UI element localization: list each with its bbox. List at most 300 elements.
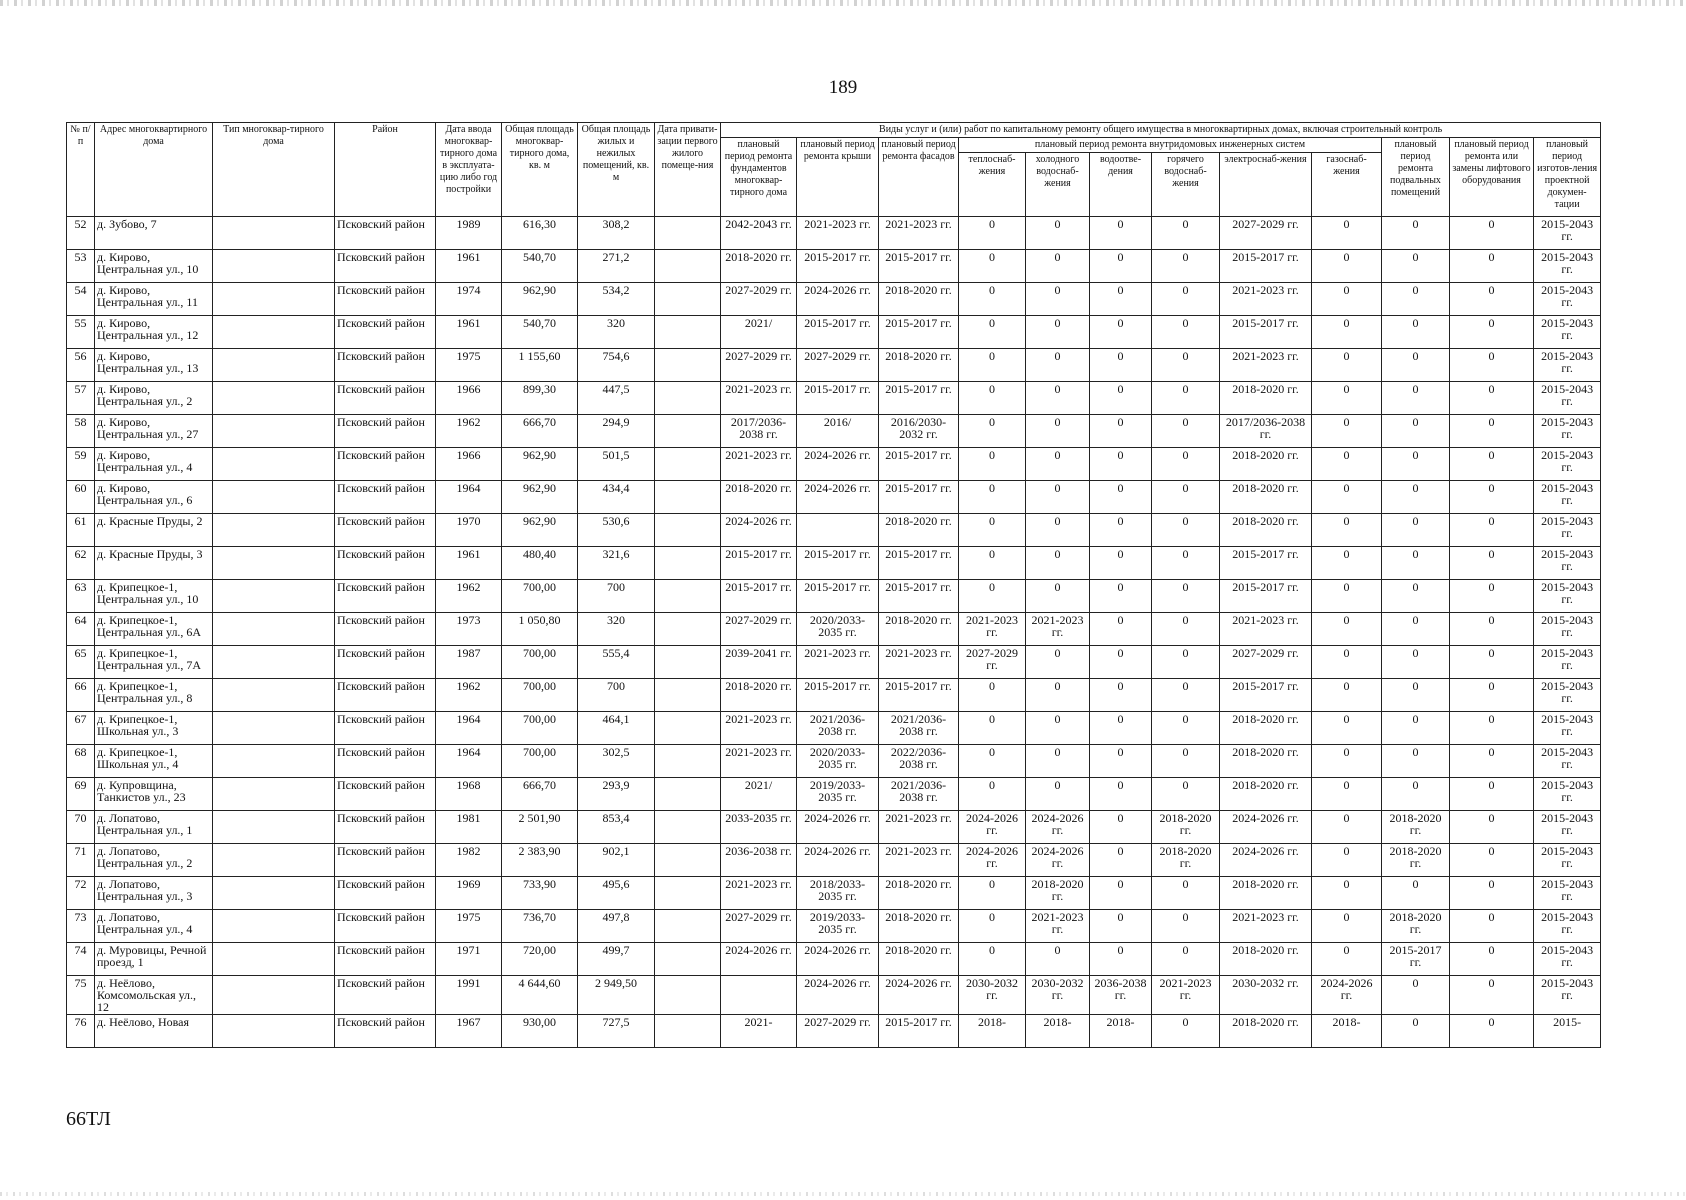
cell-gas: 2018-: [1312, 1015, 1382, 1048]
cell-basement: 2018-2020 гг.: [1382, 910, 1450, 943]
cell-living-area: 853,4: [578, 811, 655, 844]
cell-facade: 2016/2030-2032 гг.: [879, 415, 959, 448]
cell-heat: 0: [959, 877, 1026, 910]
cell-address: д. Крипецкое-1, Центральная ул., 10: [95, 580, 213, 613]
cell-foundation: 2021-2023 гг.: [721, 448, 797, 481]
table-row: [67, 580, 1601, 613]
cell-living-area: 555,4: [578, 646, 655, 679]
cell-sewer: 2018-: [1090, 1015, 1152, 1048]
cell-roof: 2020/2033-2035 гг.: [797, 745, 879, 778]
cell-electric: 2018-2020 гг.: [1220, 745, 1312, 778]
cell-project: 2015-2043 гг.: [1534, 877, 1601, 910]
cell-cold-water: 0: [1026, 547, 1090, 580]
cell-year: 1974: [436, 283, 502, 316]
cell-basement: 0: [1382, 679, 1450, 712]
cell-cold-water: 0: [1026, 382, 1090, 415]
cell-gas: 0: [1312, 217, 1382, 250]
cell-num: 72: [67, 877, 95, 910]
cell-heat: 0: [959, 679, 1026, 712]
cell-hot-water: 0: [1152, 382, 1220, 415]
cell-basement: 0: [1382, 514, 1450, 547]
cell-living-area: 293,9: [578, 778, 655, 811]
cell-address: д. Купровщина, Танкистов ул., 23: [95, 778, 213, 811]
cell-facade: 2015-2017 гг.: [879, 316, 959, 349]
header-living-area: Общая площадь жилых и нежилых помещений, кв. м: [578, 123, 655, 217]
cell-privatization: [655, 580, 721, 613]
cell-living-area: 700: [578, 580, 655, 613]
cell-foundation: 2021/: [721, 316, 797, 349]
cell-electric: 2021-2023 гг.: [1220, 283, 1312, 316]
cell-year: 1973: [436, 613, 502, 646]
cell-sewer: 0: [1090, 580, 1152, 613]
cell-basement: 2018-2020 гг.: [1382, 844, 1450, 877]
table-row: [67, 415, 1601, 448]
cell-elevator: 0: [1450, 547, 1534, 580]
cell-elevator: 0: [1450, 415, 1534, 448]
cell-district: Псковский район: [335, 943, 436, 976]
cell-project: 2015-: [1534, 1015, 1601, 1048]
cell-project: 2015-2043 гг.: [1534, 217, 1601, 250]
cell-num: 53: [67, 250, 95, 283]
cell-electric: 2018-2020 гг.: [1220, 943, 1312, 976]
cell-gas: 0: [1312, 613, 1382, 646]
header-address: Адрес многоквартирного дома: [95, 123, 213, 217]
cell-foundation: 2021-2023 гг.: [721, 382, 797, 415]
cell-district: Псковский район: [335, 778, 436, 811]
cell-project: 2015-2043 гг.: [1534, 976, 1601, 1015]
cell-project: 2015-2043 гг.: [1534, 613, 1601, 646]
cell-living-area: 754,6: [578, 349, 655, 382]
table-row: [67, 514, 1601, 547]
cell-num: 67: [67, 712, 95, 745]
cell-district: Псковский район: [335, 844, 436, 877]
cell-total-area: 962,90: [502, 448, 578, 481]
cell-roof: 2024-2026 гг.: [797, 283, 879, 316]
cell-elevator: 0: [1450, 910, 1534, 943]
cell-type: [213, 613, 335, 646]
cell-cold-water: 0: [1026, 448, 1090, 481]
table-row: [67, 316, 1601, 349]
cell-cold-water: 0: [1026, 778, 1090, 811]
cell-facade: 2021-2023 гг.: [879, 646, 959, 679]
cell-privatization: [655, 481, 721, 514]
cell-privatization: [655, 679, 721, 712]
cell-heat: 0: [959, 250, 1026, 283]
cell-electric: 2018-2020 гг.: [1220, 448, 1312, 481]
cell-type: [213, 547, 335, 580]
cell-living-area: 727,5: [578, 1015, 655, 1048]
cell-hot-water: 0: [1152, 745, 1220, 778]
cell-foundation: 2027-2029 гг.: [721, 613, 797, 646]
cell-project: 2015-2043 гг.: [1534, 580, 1601, 613]
cell-privatization: [655, 613, 721, 646]
cell-gas: 0: [1312, 679, 1382, 712]
cell-year: 1967: [436, 1015, 502, 1048]
cell-hot-water: 0: [1152, 283, 1220, 316]
cell-num: 52: [67, 217, 95, 250]
cell-sewer: 0: [1090, 745, 1152, 778]
cell-address: д. Зубово, 7: [95, 217, 213, 250]
cell-hot-water: 2018-2020 гг.: [1152, 844, 1220, 877]
cell-cold-water: 0: [1026, 514, 1090, 547]
cell-facade: 2018-2020 гг.: [879, 877, 959, 910]
header-foundation: плановый период ремонта фундаментов многоквар-тирного дома: [721, 138, 797, 217]
cell-address: д. Кирово, Центральная ул., 2: [95, 382, 213, 415]
cell-district: Псковский район: [335, 679, 436, 712]
cell-heat: 2027-2029 гг.: [959, 646, 1026, 679]
cell-num: 54: [67, 283, 95, 316]
cell-roof: 2015-2017 гг.: [797, 679, 879, 712]
cell-address: д. Лопатово, Центральная ул., 2: [95, 844, 213, 877]
cell-total-area: 540,70: [502, 250, 578, 283]
cell-elevator: 0: [1450, 943, 1534, 976]
cell-type: [213, 679, 335, 712]
cell-cold-water: 0: [1026, 415, 1090, 448]
cell-num: 55: [67, 316, 95, 349]
cell-elevator: 0: [1450, 844, 1534, 877]
cell-year: 1987: [436, 646, 502, 679]
header-privatization: Дата привати-зации первого жилого помеще-ния: [655, 123, 721, 217]
cell-hot-water: 0: [1152, 316, 1220, 349]
cell-heat: 2021-2023 гг.: [959, 613, 1026, 646]
cell-sewer: 0: [1090, 283, 1152, 316]
cell-foundation: 2024-2026 гг.: [721, 514, 797, 547]
cell-total-area: 899,30: [502, 382, 578, 415]
cell-num: 58: [67, 415, 95, 448]
header-roof: плановый период ремонта крыши: [797, 138, 879, 217]
cell-project: 2015-2043 гг.: [1534, 646, 1601, 679]
cell-year: 1969: [436, 877, 502, 910]
cell-sewer: 0: [1090, 415, 1152, 448]
cell-year: 1962: [436, 679, 502, 712]
cell-facade: 2015-2017 гг.: [879, 679, 959, 712]
cell-gas: 0: [1312, 943, 1382, 976]
cell-cold-water: 0: [1026, 217, 1090, 250]
cell-total-area: 962,90: [502, 514, 578, 547]
cell-foundation: 2021/: [721, 778, 797, 811]
cell-facade: 2015-2017 гг.: [879, 250, 959, 283]
cell-total-area: 480,40: [502, 547, 578, 580]
cell-address: д. Лопатово, Центральная ул., 4: [95, 910, 213, 943]
cell-facade: 2021/2036-2038 гг.: [879, 778, 959, 811]
cell-basement: 0: [1382, 1015, 1450, 1048]
cell-heat: 0: [959, 283, 1026, 316]
cell-project: 2015-2043 гг.: [1534, 448, 1601, 481]
cell-elevator: 0: [1450, 778, 1534, 811]
cell-cold-water: 2021-2023 гг.: [1026, 613, 1090, 646]
cell-elevator: 0: [1450, 613, 1534, 646]
cell-year: 1966: [436, 448, 502, 481]
table-row: [67, 1015, 1601, 1048]
cell-gas: 0: [1312, 448, 1382, 481]
cell-roof: 2015-2017 гг.: [797, 316, 879, 349]
cell-type: [213, 976, 335, 1015]
cell-cold-water: 0: [1026, 349, 1090, 382]
cell-sewer: 0: [1090, 712, 1152, 745]
header-type: Тип многоквар-тирного дома: [213, 123, 335, 217]
table-row: [67, 679, 1601, 712]
cell-electric: 2024-2026 гг.: [1220, 811, 1312, 844]
cell-hot-water: 0: [1152, 943, 1220, 976]
cell-address: д. Кирово, Центральная ул., 4: [95, 448, 213, 481]
cell-heat: 0: [959, 481, 1026, 514]
cell-facade: 2018-2020 гг.: [879, 943, 959, 976]
cell-address: д. Кирово, Центральная ул., 10: [95, 250, 213, 283]
cell-type: [213, 943, 335, 976]
cell-living-area: 320: [578, 613, 655, 646]
cell-address: д. Крипецкое-1, Центральная ул., 6А: [95, 613, 213, 646]
cell-district: Псковский район: [335, 382, 436, 415]
cell-electric: 2015-2017 гг.: [1220, 547, 1312, 580]
cell-living-area: 302,5: [578, 745, 655, 778]
cell-roof: 2015-2017 гг.: [797, 382, 879, 415]
cell-electric: 2018-2020 гг.: [1220, 877, 1312, 910]
cell-district: Псковский район: [335, 877, 436, 910]
cell-year: 1975: [436, 910, 502, 943]
cell-foundation: 2027-2029 гг.: [721, 283, 797, 316]
cell-total-area: 700,00: [502, 646, 578, 679]
cell-type: [213, 250, 335, 283]
cell-privatization: [655, 646, 721, 679]
cell-foundation: 2024-2026 гг.: [721, 943, 797, 976]
cell-facade: 2018-2020 гг.: [879, 514, 959, 547]
table-row: [67, 382, 1601, 415]
cell-privatization: [655, 250, 721, 283]
cell-year: 1964: [436, 712, 502, 745]
cell-cold-water: 0: [1026, 745, 1090, 778]
cell-roof: 2024-2026 гг.: [797, 943, 879, 976]
table-row: [67, 448, 1601, 481]
cell-privatization: [655, 811, 721, 844]
cell-hot-water: 0: [1152, 448, 1220, 481]
cell-project: 2015-2043 гг.: [1534, 349, 1601, 382]
header-cold-water: холодного водоснаб-жения: [1026, 153, 1090, 217]
cell-basement: 0: [1382, 481, 1450, 514]
cell-type: [213, 877, 335, 910]
cell-cold-water: 0: [1026, 943, 1090, 976]
cell-year: 1971: [436, 943, 502, 976]
cell-gas: 0: [1312, 877, 1382, 910]
cell-sewer: 0: [1090, 316, 1152, 349]
cell-type: [213, 1015, 335, 1048]
cell-type: [213, 481, 335, 514]
cell-num: 62: [67, 547, 95, 580]
cell-gas: 0: [1312, 811, 1382, 844]
cell-elevator: 0: [1450, 679, 1534, 712]
cell-hot-water: 0: [1152, 481, 1220, 514]
cell-foundation: 2021-2023 гг.: [721, 745, 797, 778]
cell-elevator: 0: [1450, 514, 1534, 547]
cell-privatization: [655, 778, 721, 811]
cell-basement: 0: [1382, 415, 1450, 448]
cell-heat: 2024-2026 гг.: [959, 844, 1026, 877]
cell-privatization: [655, 316, 721, 349]
cell-foundation: 2036-2038 гг.: [721, 844, 797, 877]
cell-facade: 2018-2020 гг.: [879, 283, 959, 316]
cell-sewer: 0: [1090, 844, 1152, 877]
cell-living-area: 308,2: [578, 217, 655, 250]
cell-elevator: 0: [1450, 745, 1534, 778]
cell-foundation: [721, 976, 797, 1015]
cell-heat: 2018-: [959, 1015, 1026, 1048]
cell-living-area: 501,5: [578, 448, 655, 481]
cell-elevator: 0: [1450, 811, 1534, 844]
cell-district: Псковский район: [335, 250, 436, 283]
cell-electric: 2030-2032 гг.: [1220, 976, 1312, 1015]
table-row: [67, 613, 1601, 646]
cell-year: 1982: [436, 844, 502, 877]
cell-facade: 2021-2023 гг.: [879, 811, 959, 844]
cell-facade: 2021-2023 гг.: [879, 217, 959, 250]
cell-type: [213, 811, 335, 844]
cell-electric: 2021-2023 гг.: [1220, 613, 1312, 646]
header-group-main: Виды услуг и (или) работ по капитальному ремонту общего имущества в многоквартирных домах, включая строительный контроль: [721, 123, 1601, 138]
cell-district: Псковский район: [335, 217, 436, 250]
cell-type: [213, 283, 335, 316]
header-facade: плановый период ремонта фасадов: [879, 138, 959, 217]
cell-district: Псковский район: [335, 283, 436, 316]
cell-living-area: 497,8: [578, 910, 655, 943]
cell-num: 70: [67, 811, 95, 844]
cell-foundation: 2015-2017 гг.: [721, 547, 797, 580]
cell-elevator: 0: [1450, 481, 1534, 514]
cell-num: 71: [67, 844, 95, 877]
cell-cold-water: 0: [1026, 316, 1090, 349]
cell-foundation: 2021-: [721, 1015, 797, 1048]
cell-sewer: 0: [1090, 382, 1152, 415]
table-row: [67, 877, 1601, 910]
page-number: 189: [828, 77, 858, 98]
cell-privatization: [655, 547, 721, 580]
cell-living-area: 499,7: [578, 943, 655, 976]
cell-hot-water: 0: [1152, 580, 1220, 613]
cell-living-area: 495,6: [578, 877, 655, 910]
cell-gas: 0: [1312, 382, 1382, 415]
cell-privatization: [655, 1015, 721, 1048]
cell-total-area: 1 050,80: [502, 613, 578, 646]
cell-elevator: 0: [1450, 580, 1534, 613]
table-row: [67, 778, 1601, 811]
cell-hot-water: 0: [1152, 778, 1220, 811]
cell-total-area: 1 155,60: [502, 349, 578, 382]
cell-year: 1991: [436, 976, 502, 1015]
cell-electric: 2015-2017 гг.: [1220, 250, 1312, 283]
cell-hot-water: 0: [1152, 646, 1220, 679]
cell-foundation: 2021-2023 гг.: [721, 712, 797, 745]
cell-total-area: 616,30: [502, 217, 578, 250]
cell-num: 64: [67, 613, 95, 646]
cell-project: 2015-2043 гг.: [1534, 910, 1601, 943]
cell-sewer: 0: [1090, 481, 1152, 514]
cell-roof: 2015-2017 гг.: [797, 547, 879, 580]
cell-hot-water: 0: [1152, 1015, 1220, 1048]
scan-edge-top: [0, 0, 1686, 6]
cell-cold-water: 0: [1026, 283, 1090, 316]
cell-district: Псковский район: [335, 547, 436, 580]
cell-privatization: [655, 448, 721, 481]
cell-project: 2015-2043 гг.: [1534, 712, 1601, 745]
cell-facade: 2021-2023 гг.: [879, 844, 959, 877]
cell-sewer: 0: [1090, 217, 1152, 250]
cell-basement: 0: [1382, 778, 1450, 811]
cell-type: [213, 745, 335, 778]
cell-living-area: 534,2: [578, 283, 655, 316]
cell-num: 59: [67, 448, 95, 481]
cell-roof: 2027-2029 гг.: [797, 1015, 879, 1048]
cell-living-area: 902,1: [578, 844, 655, 877]
cell-gas: 2024-2026 гг.: [1312, 976, 1382, 1015]
cell-address: д. Кирово, Центральная ул., 12: [95, 316, 213, 349]
cell-electric: 2027-2029 гг.: [1220, 646, 1312, 679]
cell-project: 2015-2043 гг.: [1534, 778, 1601, 811]
cell-gas: 0: [1312, 250, 1382, 283]
cell-sewer: 0: [1090, 547, 1152, 580]
header-elevator: плановый период ремонта или замены лифтового оборудования: [1450, 138, 1534, 217]
cell-district: Псковский район: [335, 481, 436, 514]
cell-total-area: 4 644,60: [502, 976, 578, 1015]
cell-sewer: 0: [1090, 877, 1152, 910]
cell-heat: 0: [959, 745, 1026, 778]
cell-privatization: [655, 844, 721, 877]
cell-basement: 0: [1382, 877, 1450, 910]
cell-heat: 0: [959, 910, 1026, 943]
cell-sewer: 0: [1090, 679, 1152, 712]
cell-heat: 0: [959, 547, 1026, 580]
table-row: [67, 349, 1601, 382]
cell-sewer: 0: [1090, 910, 1152, 943]
table-row: [67, 547, 1601, 580]
cell-privatization: [655, 712, 721, 745]
cell-foundation: 2017/2036-2038 гг.: [721, 415, 797, 448]
header-year: Дата ввода многоквар-тирного дома в эксплуата-цию либо год постройки: [436, 123, 502, 217]
cell-hot-water: 0: [1152, 877, 1220, 910]
cell-num: 63: [67, 580, 95, 613]
cell-district: Псковский район: [335, 646, 436, 679]
cell-total-area: 666,70: [502, 415, 578, 448]
cell-basement: 0: [1382, 250, 1450, 283]
cell-foundation: 2027-2029 гг.: [721, 349, 797, 382]
cell-facade: 2015-2017 гг.: [879, 547, 959, 580]
cell-address: д. Крипецкое-1, Школьная ул., 3: [95, 712, 213, 745]
cell-hot-water: 0: [1152, 679, 1220, 712]
cell-facade: 2021/2036-2038 гг.: [879, 712, 959, 745]
cell-electric: 2017/2036-2038 гг.: [1220, 415, 1312, 448]
cell-gas: 0: [1312, 778, 1382, 811]
cell-type: [213, 646, 335, 679]
cell-address: д. Лопатово, Центральная ул., 1: [95, 811, 213, 844]
cell-electric: 2021-2023 гг.: [1220, 910, 1312, 943]
cell-address: д. Кирово, Центральная ул., 13: [95, 349, 213, 382]
cell-heat: 0: [959, 778, 1026, 811]
cell-total-area: 720,00: [502, 943, 578, 976]
cell-gas: 0: [1312, 514, 1382, 547]
cell-elevator: 0: [1450, 712, 1534, 745]
cell-roof: 2016/: [797, 415, 879, 448]
cell-sewer: 0: [1090, 613, 1152, 646]
cell-basement: 2015-2017 гг.: [1382, 943, 1450, 976]
cell-hot-water: 0: [1152, 217, 1220, 250]
cell-electric: 2027-2029 гг.: [1220, 217, 1312, 250]
cell-total-area: 700,00: [502, 679, 578, 712]
cell-electric: 2018-2020 гг.: [1220, 712, 1312, 745]
header-total-area: Общая площадь многоквар-тирного дома, кв. м: [502, 123, 578, 217]
cell-total-area: 736,70: [502, 910, 578, 943]
cell-facade: 2015-2017 гг.: [879, 1015, 959, 1048]
cell-cold-water: 0: [1026, 712, 1090, 745]
cell-type: [213, 778, 335, 811]
cell-basement: 0: [1382, 712, 1450, 745]
table-row: [67, 646, 1601, 679]
